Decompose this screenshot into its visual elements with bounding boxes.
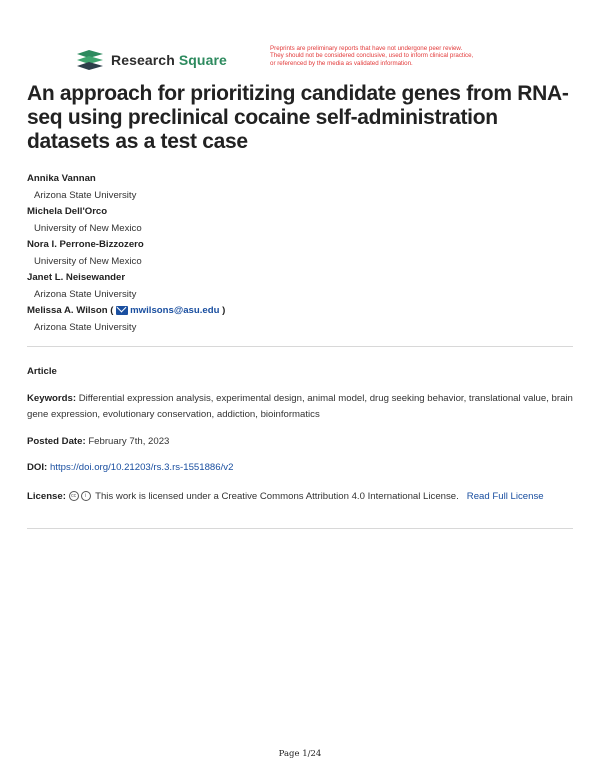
license-text: This work is licensed under a Creative Commons Attribution 4.0 International License. [95, 491, 459, 502]
author-affiliation: University of New Mexico [34, 222, 142, 234]
research-square-logo-icon [75, 49, 105, 71]
research-square-logo[interactable] [75, 48, 227, 72]
author-affiliation: University of New Mexico [34, 255, 142, 267]
cc-icon: cc [69, 491, 79, 501]
license-label: License: [27, 491, 66, 502]
license [27, 489, 573, 505]
mail-icon [116, 306, 128, 315]
author-name: Janet L. Neisewander [27, 272, 126, 283]
notice-line: Preprints are preliminary reports that have not undergone peer review. [270, 45, 463, 52]
author-affiliation: Arizona State University [34, 189, 137, 201]
preprint-notice [270, 45, 550, 67]
notice-line: or referenced by the media as validated information. [270, 59, 413, 67]
divider [27, 528, 573, 529]
author-email-link[interactable] [116, 305, 219, 316]
author-list [27, 171, 587, 336]
posted-date [27, 434, 573, 450]
author-name: Annika Vannan [27, 173, 96, 184]
doi-link[interactable]: https://doi.org/10.21203/rs.3.rs-1551886/v2 [49, 462, 234, 473]
keywords-value: Differential expression analysis, experimental design, animal model, drug seeking behavior, translational value, brain gene expression, evolutionary conservation, addiction, bioinformatics [27, 393, 573, 420]
logo-text-main: Research [111, 52, 175, 68]
author-name-corresponding: Melissa A. Wilson ( mwilsons@asu.edu ) [27, 305, 226, 316]
paper-title: An approach for prioritizing candidate genes from RNA-seq using preclinical cocaine self-administration datasets as a test case [27, 82, 569, 153]
logo-text-accent: Square [178, 52, 227, 68]
author-email: mwilsons@asu.edu [130, 305, 220, 316]
by-icon: i [81, 491, 91, 501]
read-full-license-link[interactable]: Read Full License [466, 491, 544, 502]
keywords-label: Keywords: [27, 393, 77, 404]
author-name-text: Melissa A. Wilson [27, 305, 108, 316]
doi-label: DOI: [27, 462, 48, 473]
doi [27, 460, 573, 476]
posted-date-value: February 7th, 2023 [88, 436, 170, 447]
keywords [27, 391, 573, 422]
posted-date-label: Posted Date: [27, 436, 86, 447]
divider [27, 346, 573, 347]
page-number: Page 1/24 [278, 749, 322, 759]
author-affiliation: Arizona State University [34, 321, 137, 333]
article-type: Article [27, 366, 57, 377]
author-affiliation: Arizona State University [34, 288, 137, 300]
author-name: Nora I. Perrone-Bizzozero [27, 239, 144, 250]
author-name: Michela Dell'Orco [27, 206, 108, 217]
logo-text [111, 52, 227, 68]
notice-line: They should not be considered conclusive, used to inform clinical practice, [270, 52, 474, 60]
